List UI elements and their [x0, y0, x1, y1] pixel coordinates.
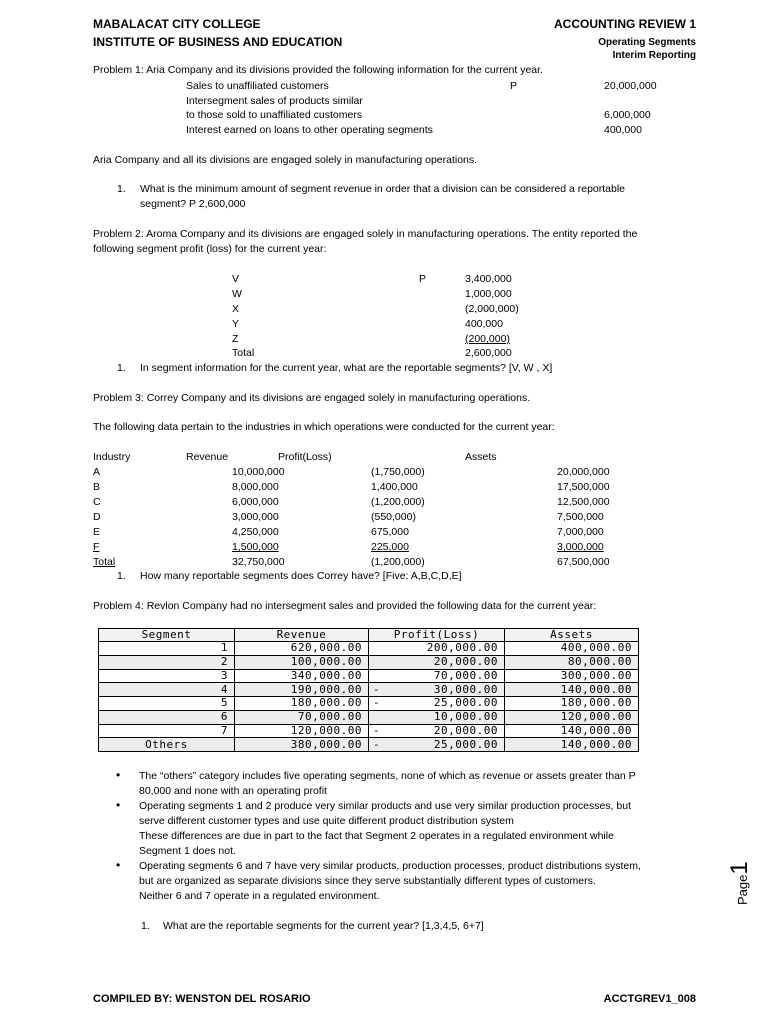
cell-segment: Others	[99, 738, 235, 752]
segment-table	[98, 628, 639, 752]
cell-segment: 3	[99, 669, 235, 683]
p3-cell-assets: 20,000,000	[557, 466, 610, 478]
bullet2-line1: Operating segments 1 and 2 produce very similar products and use very similar production processes, but	[139, 800, 631, 812]
p2-currency: P	[419, 273, 427, 285]
p3-cell-profit: (1,750,000)	[371, 466, 425, 478]
segment-table-row	[99, 642, 639, 656]
p1-row2-value: 6,000,000	[604, 109, 651, 121]
cell-assets: 140,000.00	[505, 683, 639, 697]
cell-revenue: 180,000.00	[235, 697, 369, 711]
cell-profit-loss: - 25,000.00	[369, 738, 505, 752]
segment-table-row	[99, 697, 639, 711]
segment-table-row	[99, 724, 639, 738]
p2-row-value: 1,000,000	[465, 288, 512, 300]
p2-question-text: In segment information for the current year, what are the reportable segments? [V, W , X]	[140, 362, 553, 374]
bullet2-line4: Segment 1 does not.	[139, 845, 236, 857]
course-title: ACCOUNTING REVIEW 1	[553, 17, 696, 31]
cell-assets: 120,000.00	[505, 710, 639, 724]
segment-table-row	[99, 738, 639, 752]
cell-segment: 7	[99, 724, 235, 738]
bullet1-line2: 80,000 and none with an operating profit	[139, 785, 327, 797]
p1-question-number: 1.	[117, 183, 126, 195]
cell-revenue: 100,000.00	[235, 655, 369, 669]
p3-question-number: 1.	[117, 570, 126, 582]
cell-profit-loss: 70,000.00	[369, 669, 505, 683]
p1-row2-label-b: to those sold to unaffiliated customers	[186, 109, 363, 121]
cell-segment: 5	[99, 697, 235, 711]
p3-cell-revenue: 1,500,000	[232, 541, 279, 553]
p3-intro: The following data pertain to the industries in which operations were conducted for the current year:	[93, 421, 555, 433]
p3-cell-industry: C	[93, 496, 101, 508]
cell-profit-loss: - 25,000.00	[369, 697, 505, 711]
p3-question-text: How many reportable segments does Correy have? [Five: A,B,C,D,E]	[140, 570, 462, 582]
bullet-icon: •	[116, 768, 121, 782]
p1-question-line1: What is the minimum amount of segment revenue in order that a division can be considered a reportable	[140, 183, 626, 195]
p1-row2-label-a: Intersegment sales of products similar	[186, 95, 363, 107]
cell-segment: 2	[99, 655, 235, 669]
page-number-block	[726, 861, 754, 905]
p3-cell-revenue: 4,250,000	[232, 526, 279, 538]
bullet3-line3: Neither 6 and 7 operate in a regulated environment.	[139, 890, 380, 902]
cell-profit-loss: 10,000.00	[369, 710, 505, 724]
college-name: MABALACAT CITY COLLEGE	[93, 17, 261, 31]
header-assets: Assets	[505, 629, 639, 642]
segment-table-header-row	[99, 629, 639, 642]
bullet-icon: •	[116, 798, 121, 812]
p4-question-number: 1.	[141, 920, 150, 932]
bullet-icon: •	[116, 858, 121, 872]
p3-cell-assets: 3,000,000	[557, 541, 604, 553]
topic-operating-segments: Operating Segments	[598, 37, 696, 48]
p1-row1-value: 20,000,000	[604, 80, 657, 92]
p1-currency: P	[510, 80, 518, 92]
p3-cell-profit: 225,000	[371, 541, 409, 553]
p2-row-label: V	[232, 273, 240, 285]
p3-cell-assets: 17,500,000	[557, 481, 610, 493]
problem1-title: Problem 1: Aria Company and its divisions provided the following information for the current year.	[93, 64, 543, 76]
bullet3-line1: Operating segments 6 and 7 have very similar products, production processes, product distributions system,	[139, 860, 641, 872]
p3-cell-profit: 1,400,000	[371, 481, 418, 493]
header-revenue: Revenue	[235, 629, 369, 642]
cell-assets: 300,000.00	[505, 669, 639, 683]
cell-assets: 80,000.00	[505, 655, 639, 669]
p2-row-value: (2,000,000)	[465, 303, 519, 315]
bullet1-line1: The “others” category includes five operating segments, none of which as revenue or assets greater than P	[139, 770, 636, 782]
p3-cell-industry: D	[93, 511, 101, 523]
p2-row-value: 3,400,000	[465, 273, 512, 285]
segment-table-row	[99, 710, 639, 724]
p3-cell-assets: 12,500,000	[557, 496, 610, 508]
p1-row3-value: 400,000	[604, 124, 642, 136]
p2-total-value: 2,600,000	[465, 347, 512, 359]
cell-profit-loss: 20,000.00	[369, 655, 505, 669]
p3-header-revenue: Revenue	[186, 451, 229, 463]
p1-note: Aria Company and all its divisions are engaged solely in manufacturing operations.	[93, 154, 478, 166]
p3-cell-profit: (1,200,000)	[371, 496, 425, 508]
p1-question-line2: segment? P 2,600,000	[140, 198, 246, 210]
cell-profit-loss: - 30,000.00	[369, 683, 505, 697]
p3-cell-assets: 7,000,000	[557, 526, 604, 538]
p3-cell-revenue: 6,000,000	[232, 496, 279, 508]
p2-question-number: 1.	[117, 362, 126, 374]
p3-cell-revenue: 10,000,000	[232, 466, 285, 478]
cell-assets: 140,000.00	[505, 738, 639, 752]
p3-header-profit: Profit(Loss)	[278, 451, 332, 463]
p2-row-label: Z	[232, 333, 239, 345]
problem4-title: Problem 4: Revlon Company had no intersegment sales and provided the following data for the current year:	[93, 600, 597, 612]
cell-revenue: 620,000.00	[235, 642, 369, 656]
page-label: Page	[735, 874, 750, 905]
p3-cell-revenue: 8,000,000	[232, 481, 279, 493]
cell-revenue: 120,000.00	[235, 724, 369, 738]
cell-assets: 140,000.00	[505, 724, 639, 738]
p2-row-value: 400,000	[465, 318, 503, 330]
p3-cell-profit: (550,000)	[371, 511, 416, 523]
cell-segment: 4	[99, 683, 235, 697]
p3-cell-revenue: 3,000,000	[232, 511, 279, 523]
header-profit-loss: Profit(Loss)	[369, 629, 505, 642]
bullet3-line2: but are organized as separate divisions since they serve substantially different types of customers.	[139, 875, 596, 887]
p3-total-revenue: 32,750,000	[232, 556, 285, 568]
cell-revenue: 190,000.00	[235, 683, 369, 697]
p3-header-industry: Industry	[93, 451, 131, 463]
p3-cell-industry: A	[93, 466, 101, 478]
cell-assets: 180,000.00	[505, 697, 639, 711]
p3-cell-profit: 675,000	[371, 526, 409, 538]
p2-total-label: Total	[232, 347, 255, 359]
document-code: ACCTGREV1_008	[603, 993, 696, 1005]
p3-total-profit: (1,200,000)	[371, 556, 425, 568]
cell-revenue: 70,000.00	[235, 710, 369, 724]
p1-row1-label: Sales to unaffiliated customers	[186, 80, 329, 92]
p1-row3-label: Interest earned on loans to other operating segments	[186, 124, 433, 136]
problem3-title: Problem 3: Correy Company and its divisions are engaged solely in manufacturing operations.	[93, 392, 531, 404]
segment-table-row	[99, 655, 639, 669]
p3-total-industry: Total	[93, 556, 116, 568]
p3-cell-industry: B	[93, 481, 101, 493]
page-number: 1	[726, 861, 753, 875]
cell-profit-loss: - 20,000.00	[369, 724, 505, 738]
institute-name: INSTITUTE OF BUSINESS AND EDUCATION	[93, 35, 343, 49]
cell-profit-loss: 200,000.00	[369, 642, 505, 656]
p3-cell-industry: F	[93, 541, 100, 553]
p2-row-value: (200,000)	[465, 333, 510, 345]
p3-cell-assets: 7,500,000	[557, 511, 604, 523]
topic-interim-reporting: Interim Reporting	[612, 50, 696, 61]
bullet2-line3: These differences are due in part to the fact that Segment 2 operates in a regulated environment while	[139, 830, 614, 842]
p4-question-text: What are the reportable segments for the current year? [1,3,4,5, 6+7]	[163, 920, 484, 932]
cell-assets: 400,000.00	[505, 642, 639, 656]
p2-row-label: W	[232, 288, 242, 300]
p3-header-assets: Assets	[465, 451, 497, 463]
segment-table-row	[99, 683, 639, 697]
p3-cell-industry: E	[93, 526, 101, 538]
cell-segment: 1	[99, 642, 235, 656]
cell-revenue: 340,000.00	[235, 669, 369, 683]
p2-row-label: Y	[232, 318, 240, 330]
segment-table-row	[99, 669, 639, 683]
cell-revenue: 380,000.00	[235, 738, 369, 752]
problem2-title-line2: following segment profit (loss) for the current year:	[93, 243, 327, 255]
header-segment: Segment	[99, 629, 235, 642]
cell-segment: 6	[99, 710, 235, 724]
bullet2-line2: serve different customer types and use quite different product distribution system	[139, 815, 514, 827]
compiled-by: COMPILED BY: WENSTON DEL ROSARIO	[93, 993, 311, 1005]
p2-row-label: X	[232, 303, 240, 315]
problem2-title-line1: Problem 2: Aroma Company and its divisions are engaged solely in manufacturing operations. The entity reported the	[93, 228, 638, 240]
p3-total-assets: 67,500,000	[557, 556, 610, 568]
